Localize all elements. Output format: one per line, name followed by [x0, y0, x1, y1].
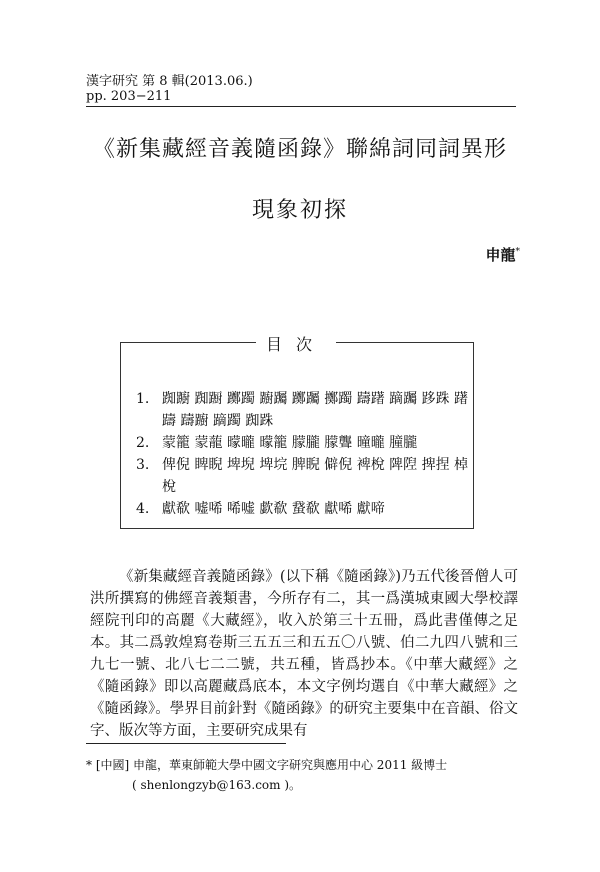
toc-item [136, 498, 481, 520]
toc-item-text: 踟躕 踟蹰 躑躅 躕䠱 躑䠱 擲躅 躊躇 蹢䠱 跢跦 躇躊 躊躕 蹢躅 踟跦 [162, 391, 469, 429]
toc-item-number: 3. [136, 457, 150, 473]
page-range: pp. 203−211 [86, 89, 172, 104]
paper-title-line-1: 《新集藏經音義隨函錄》聯綿詞同詞異形 [92, 137, 507, 162]
toc-item-number: 2. [136, 435, 150, 451]
footnote-email: ( shenlongzyb@163.com )。 [132, 778, 302, 792]
journal-header: 漢字研究 第 8 輯(2013.06.) [86, 74, 253, 89]
body-paragraph: 《新集藏經音義隨函錄》(以下稱《隨函錄》)乃五代後晉僧人可洪所撰寫的佛經音義類書，今所存有二，其一爲漢城東國大學校譯經院刊印的高麗《大藏經》，收入於第三十五冊，爲此書僅傳之足本。其二爲敦煌寫卷斯三五五三和五五〇八號、伯二九四八號和三九七一號、北八七二二號，共五種，皆爲抄本。《中華大藏經》之《隨函錄》即以高麗藏爲底本，本文字例均選自《中華大藏經》之《隨函錄》。學界目前針對《隨函錄》的研究主要集中在音韻、俗文字、版次等方面，主要研究成果有 [90, 569, 518, 739]
footnote [86, 755, 526, 795]
footnote-affiliation: * [中國] 申龍，華東師範大學中國文字研究與應用中心 2011 級博士 [86, 758, 448, 772]
body-text [90, 566, 518, 742]
header-rule [86, 106, 516, 107]
toc-item-text: 蒙籠 蒙蘢 曚曨 曚籠 朦朧 朦聾 曈曨 朣朧 [162, 435, 418, 451]
toc-item [136, 388, 481, 432]
toc-list [136, 388, 481, 520]
toc-item-text: 俾倪 睥睨 埤堄 埤垸 脾睨 僻倪 裨梲 陴隉 捭捏 棹梲 [162, 457, 469, 495]
author-name: 申龍 [485, 246, 516, 264]
toc-item [136, 432, 481, 454]
author-footnote-mark: * [515, 247, 520, 257]
toc-item-text: 獻欷 嘘唏 唏嘘 歔欷 䖸欷 獻唏 獻啼 [162, 501, 385, 517]
toc-item [136, 454, 481, 498]
paper-title-line-2: 現象初探 [251, 198, 348, 223]
toc-item-number: 4. [136, 501, 150, 517]
toc-item-number: 1. [136, 391, 150, 407]
toc-heading-wrap [256, 332, 336, 354]
toc-heading: 目次 [265, 335, 326, 354]
footnote-rule [86, 743, 286, 744]
author [460, 244, 520, 265]
